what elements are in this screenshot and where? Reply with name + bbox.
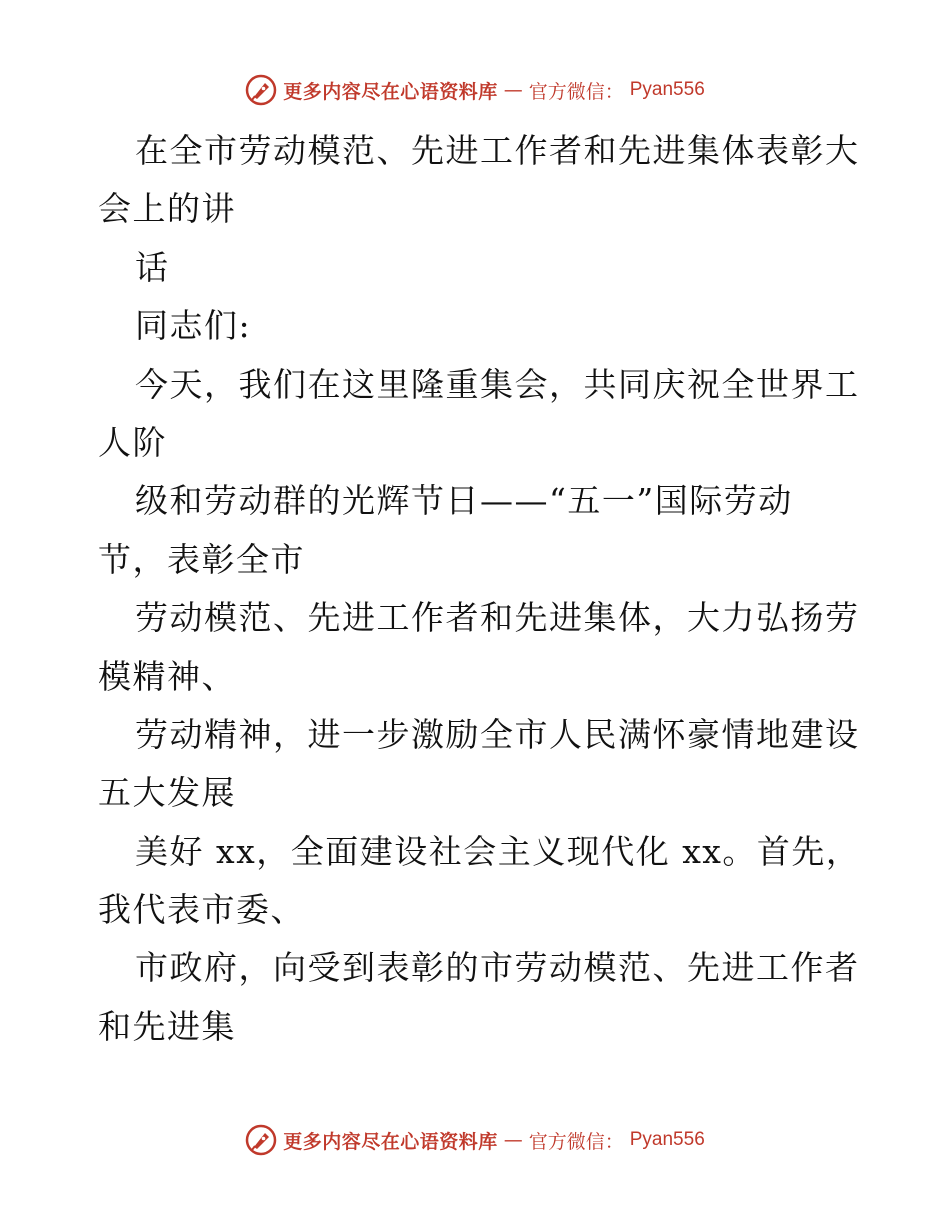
- document-line: 模精神、: [98, 656, 236, 696]
- wechat-id: Pyan556: [629, 1129, 705, 1150]
- document-line: 节，表彰全市: [98, 539, 305, 579]
- document-line: 劳动精神，进一步激励全市人民满怀豪情地建设: [135, 714, 860, 754]
- pen-nib-logo-icon: [245, 74, 277, 106]
- document-line: 话: [135, 247, 170, 287]
- document-line: 会上的讲: [98, 189, 236, 229]
- document-body: [98, 122, 861, 1056]
- promo-dash: —: [503, 1129, 523, 1151]
- document-line: 劳动模范、先进工作者和先进集体，大力弘扬劳: [135, 598, 860, 638]
- document-line: 市政府，向受到表彰的市劳动模范、先进工作者: [135, 948, 860, 988]
- document-line: 和先进集: [98, 1006, 236, 1046]
- document-line: 我代表市委、: [98, 890, 305, 930]
- header-banner: [0, 70, 950, 110]
- wechat-label: 官方微信：: [528, 1130, 624, 1153]
- document-line: 五大发展: [98, 773, 236, 813]
- wechat-id: Pyan556: [629, 79, 705, 100]
- salutation: 同志们:: [135, 306, 252, 346]
- pen-nib-logo-icon: [245, 1124, 277, 1156]
- document-line: 级和劳动群的光辉节日——“五一”国际劳动: [135, 481, 793, 521]
- document-line: 美好 xx，全面建设社会主义现代化 xx。首先，: [135, 831, 861, 871]
- wechat-label: 官方微信：: [528, 80, 624, 103]
- footer-banner: [0, 1120, 950, 1160]
- promo-text: 更多内容尽在心语资料库: [283, 1130, 498, 1153]
- document-line: 人阶: [98, 422, 167, 462]
- document-line: 今天，我们在这里隆重集会，共同庆祝全世界工: [135, 364, 860, 404]
- promo-text: 更多内容尽在心语资料库: [283, 80, 498, 103]
- document-line: 在全市劳动模范、先进工作者和先进集体表彰大: [135, 131, 860, 170]
- promo-dash: —: [503, 79, 523, 101]
